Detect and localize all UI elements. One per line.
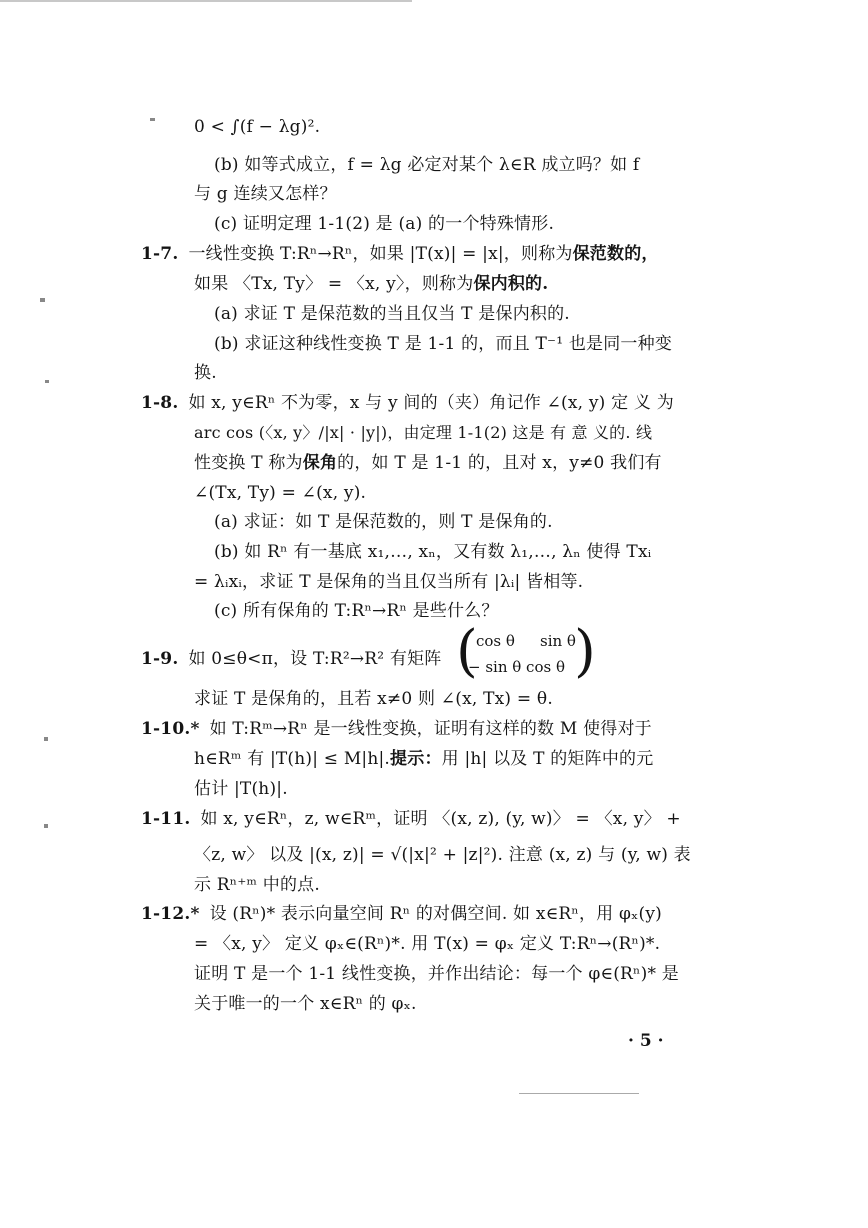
- text-line: 证明 T 是一个 1-1 线性变换，并作出结论：每一个 φ∈(Rⁿ)* 是: [194, 964, 679, 984]
- text-span: 一线性变换 T:Rⁿ→Rⁿ，如果 |T(x)| = |x|，则称为: [188, 244, 573, 264]
- problem-number: 1-9.: [141, 649, 179, 669]
- text-line: 〈z, w〉 以及 |(x, z)| = √(|x|² + |z|²). 注意 (x, z) 与 (y, w) 表: [194, 845, 691, 865]
- text-line: (b) 求证这种线性变换 T 是 1-1 的，而且 T⁻¹ 也是同一种变: [214, 334, 673, 354]
- term-angle-preserving: 保角: [302, 453, 338, 473]
- text-line: (c) 所有保角的 T:Rⁿ→Rⁿ 是些什么？: [214, 601, 499, 621]
- problem-1-7-line: [141, 243, 659, 265]
- text-span: 如 T:Rᵐ→Rⁿ 是一线性变换，证明有这样的数 M 使得对于: [209, 719, 652, 739]
- text-span: 设 (Rⁿ)* 表示向量空间 Rⁿ 的对偶空间. 如 x∈Rⁿ，用 φₓ(y): [209, 904, 662, 924]
- matrix-right-paren: ): [574, 619, 596, 684]
- text-line: 与 g 连续又怎样？: [194, 184, 337, 204]
- problem-1-9-line: [141, 648, 442, 670]
- text-line: 关于唯一的一个 x∈Rⁿ 的 φₓ.: [194, 994, 417, 1014]
- problem-1-11-line: [141, 808, 681, 830]
- problem-1-8-line: [141, 392, 674, 414]
- term-inner-product-preserving: 保内积的.: [473, 274, 549, 294]
- problem-number: 1-7.: [141, 244, 179, 264]
- problem-number: 1-8.: [141, 393, 179, 413]
- text-line: 求证 T 是保角的，且若 x≠0 则 ∠(x, Tx) = θ.: [194, 689, 553, 709]
- text-line: [194, 748, 653, 770]
- text-span: 用 |h| 以及 T 的矩阵中的元: [441, 749, 654, 769]
- text-span: 如果 〈Tx, Ty〉 = 〈x, y〉，则称为: [194, 274, 474, 294]
- matrix-left-paren: (: [456, 619, 478, 684]
- matrix-entry: cos θ: [476, 632, 515, 650]
- text-line: = λᵢxᵢ，求证 T 是保角的当且仅当所有 |λᵢ| 皆相等.: [194, 572, 584, 592]
- text-span: 如 0≤θ<π，设 T:R²→R² 有矩阵: [188, 649, 442, 669]
- scan-mark: [519, 1093, 639, 1094]
- rotation-matrix: [456, 619, 596, 684]
- problem-1-12-line: [141, 903, 662, 925]
- problem-number: 1-12.*: [141, 904, 200, 924]
- text-line: [194, 116, 320, 138]
- text-line: 估计 |T(h)|.: [194, 779, 288, 799]
- matrix-entry: sin θ: [540, 632, 576, 650]
- scan-mark: [45, 380, 49, 383]
- problem-number: 1-10.*: [141, 719, 200, 739]
- text-line: = 〈x, y〉 定义 φₓ∈(Rⁿ)*. 用 T(x) = φₓ 定义 T:Rⁿ→(Rⁿ)*.: [194, 934, 661, 954]
- integral-inequality: 0 < ∫(f − λg)².: [194, 117, 321, 137]
- text-line: (a) 求证 T 是保范数的当且仅当 T 是保内积的.: [214, 304, 570, 324]
- hint-label: 提示：: [390, 749, 442, 769]
- text-span: 如 x, y∈Rⁿ，z, w∈Rᵐ，证明 〈(x, z), (y, w)〉 = 〈x, y〉 +: [200, 809, 681, 829]
- text-span: 如 x, y∈Rⁿ 不为零，x 与 y 间的（夹）角记作 ∠(x, y) 定 义 为: [188, 393, 674, 413]
- scan-edge-line: [0, 0, 412, 2]
- matrix-entry: − sin θ cos θ: [468, 658, 565, 676]
- scan-mark: [44, 737, 48, 741]
- text-span: 的，如 T 是 1-1 的，且对 x，y≠0 我们有: [337, 453, 662, 473]
- text-line: (b) 如等式成立，f = λg 必定对某个 λ∈R 成立吗？如 f: [214, 155, 640, 175]
- scan-mark: [150, 118, 155, 121]
- text-line: [194, 452, 662, 474]
- text-line: (a) 求证：如 T 是保范数的，则 T 是保角的.: [214, 512, 553, 532]
- scan-mark: [44, 824, 48, 828]
- text-line: arc cos (〈x, y〉/|x| · |y|)，由定理 1-1(2) 这是 有 意 义的. 线: [194, 423, 653, 442]
- problem-1-10-line: [141, 718, 652, 740]
- problem-number: 1-11.: [141, 809, 191, 829]
- page-number: · 5 ·: [628, 1031, 664, 1051]
- text-line: 示 Rⁿ⁺ᵐ 中的点.: [194, 875, 320, 895]
- text-span: 性变换 T 称为: [194, 453, 303, 473]
- text-line: 换.: [194, 363, 217, 383]
- scan-mark: [40, 298, 45, 302]
- term-norm-preserving: 保范数的，: [572, 244, 659, 264]
- text-line: [194, 273, 548, 295]
- text-line: (c) 证明定理 1-1(2) 是 (a) 的一个特殊情形.: [214, 214, 555, 234]
- text-line: ∠(Tx, Ty) = ∠(x, y).: [194, 483, 367, 503]
- text-span: h∈Rᵐ 有 |T(h)| ≤ M|h|.: [194, 749, 391, 769]
- text-line: (b) 如 Rⁿ 有一基底 x₁,…, xₙ，又有数 λ₁,…, λₙ 使得 Txᵢ: [214, 542, 652, 562]
